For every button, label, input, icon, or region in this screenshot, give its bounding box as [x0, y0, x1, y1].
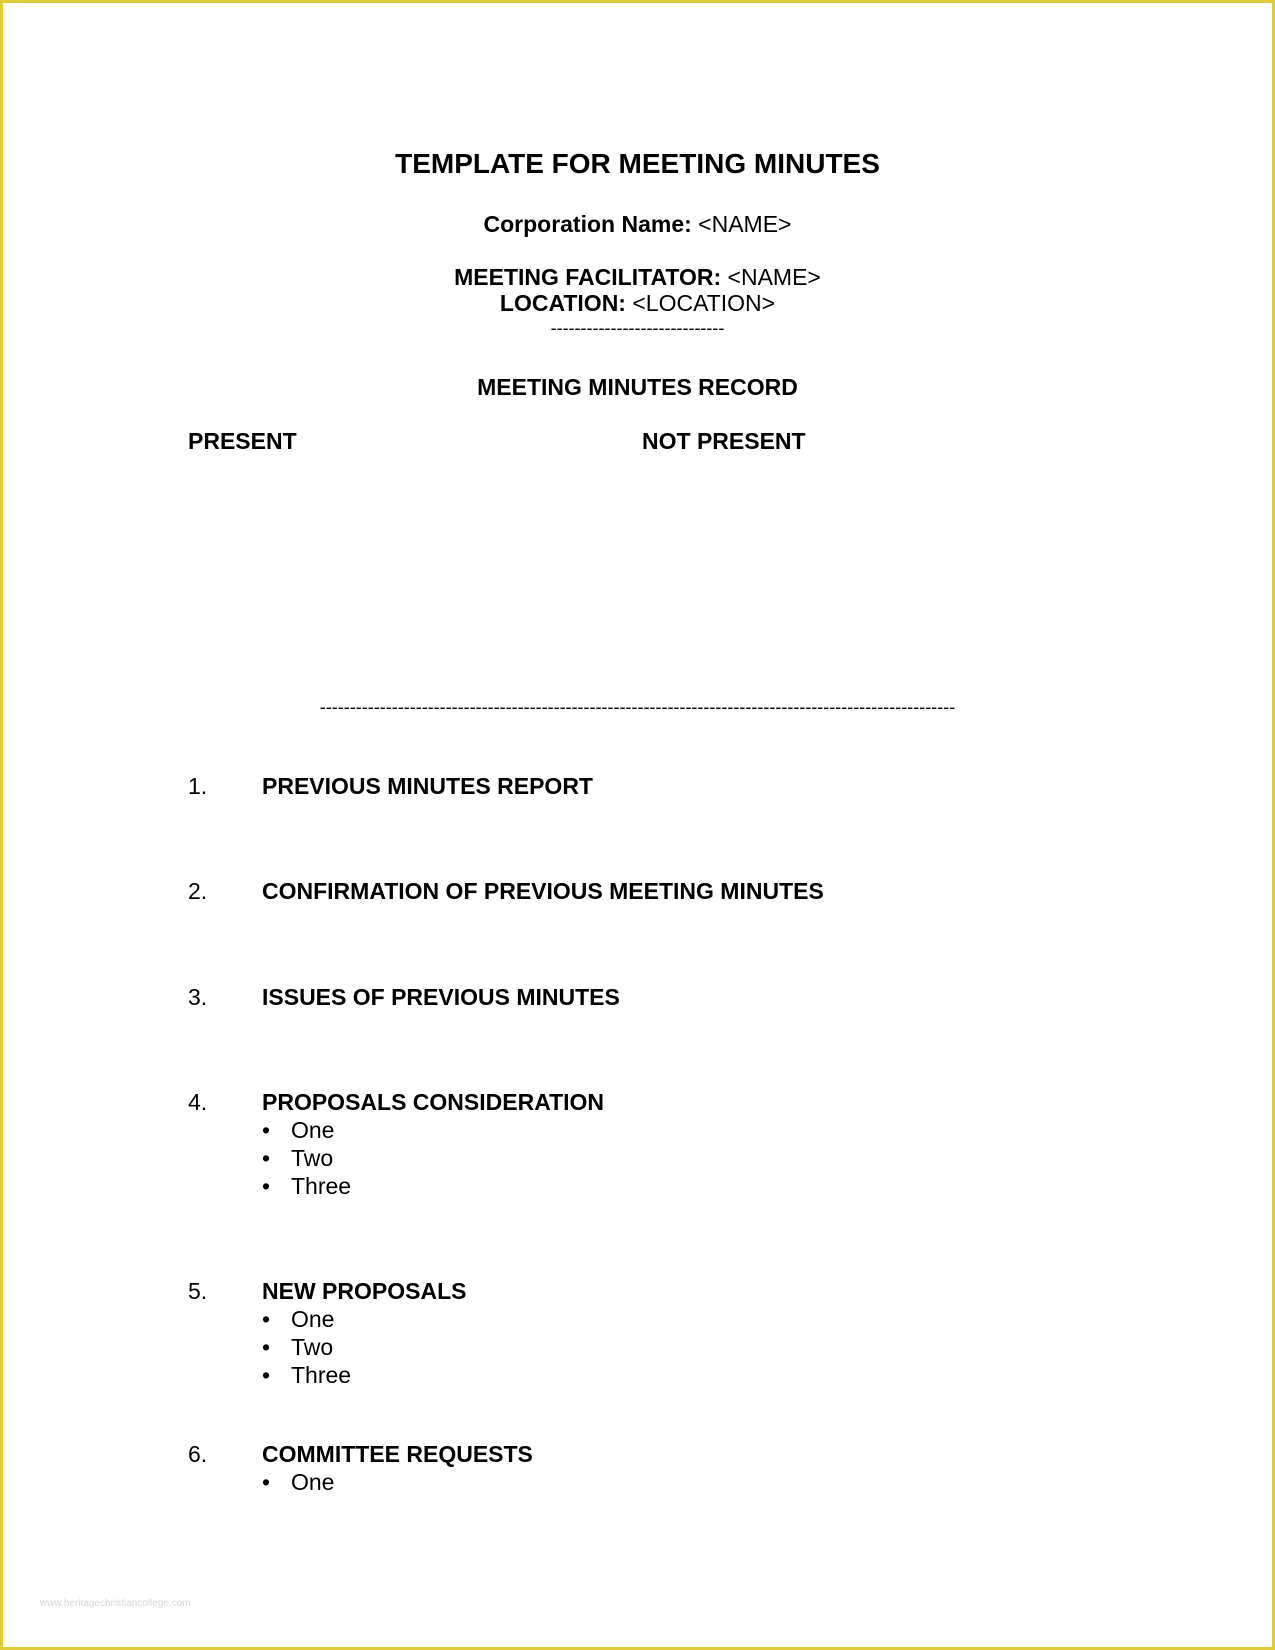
- facilitator-label: MEETING FACILITATOR:: [454, 264, 722, 290]
- bullet-icon: •: [262, 1334, 271, 1360]
- section-title: PREVIOUS MINUTES REPORT: [262, 773, 593, 799]
- bullet-icon: •: [262, 1469, 271, 1495]
- bullet-icon: •: [262, 1362, 271, 1388]
- list-item: • One: [262, 1117, 335, 1143]
- location-label: LOCATION:: [499, 290, 626, 316]
- bullet-icon: •: [262, 1173, 271, 1199]
- present-label: PRESENT: [188, 428, 297, 454]
- corporation-line: [0, 211, 1275, 238]
- section-title: COMMITTEE REQUESTS: [262, 1441, 533, 1467]
- bullet-list: [262, 1468, 334, 1496]
- section-title: ISSUES OF PREVIOUS MINUTES: [262, 984, 620, 1010]
- corporation-label: Corporation Name:: [483, 211, 692, 237]
- section-title: CONFIRMATION OF PREVIOUS MEETING MINUTES: [262, 878, 824, 904]
- facilitator-line: [0, 264, 1275, 291]
- section-number: 6.: [188, 1441, 208, 1467]
- section-title: PROPOSALS CONSIDERATION: [262, 1089, 605, 1115]
- section-number: 4.: [188, 1089, 208, 1115]
- not-present-label: NOT PRESENT: [642, 428, 806, 454]
- section-number: 1.: [188, 773, 208, 799]
- section-number: 2.: [188, 878, 208, 904]
- section-title: NEW PROPOSALS: [262, 1278, 467, 1304]
- list-item: • Three: [262, 1173, 352, 1199]
- facilitator-value: <NAME>: [721, 264, 821, 290]
- list-item: • Three: [262, 1362, 352, 1388]
- document-title: TEMPLATE FOR MEETING MINUTES: [395, 148, 880, 179]
- location-value: <LOCATION>: [625, 290, 776, 316]
- bullet-list: [262, 1116, 351, 1200]
- list-item: • Two: [262, 1145, 334, 1171]
- section-number: 3.: [188, 984, 208, 1010]
- corporation-value: <NAME>: [691, 211, 792, 237]
- section-number: 5.: [188, 1278, 208, 1304]
- watermark: www.heritagechristiancollege.com: [40, 1598, 191, 1609]
- bullet-icon: •: [262, 1306, 271, 1332]
- list-item: • Two: [262, 1334, 334, 1360]
- record-heading: MEETING MINUTES RECORD: [477, 374, 798, 400]
- long-divider: ----------------------------------------------------------------------------------------------------------: [319, 697, 956, 717]
- bullet-icon: •: [262, 1145, 271, 1171]
- bullet-list: [262, 1305, 351, 1389]
- list-item: • One: [262, 1306, 335, 1332]
- bullet-icon: •: [262, 1117, 271, 1143]
- location-line: [0, 290, 1275, 317]
- list-item: • One: [262, 1469, 335, 1495]
- short-divider: -----------------------------: [550, 318, 725, 338]
